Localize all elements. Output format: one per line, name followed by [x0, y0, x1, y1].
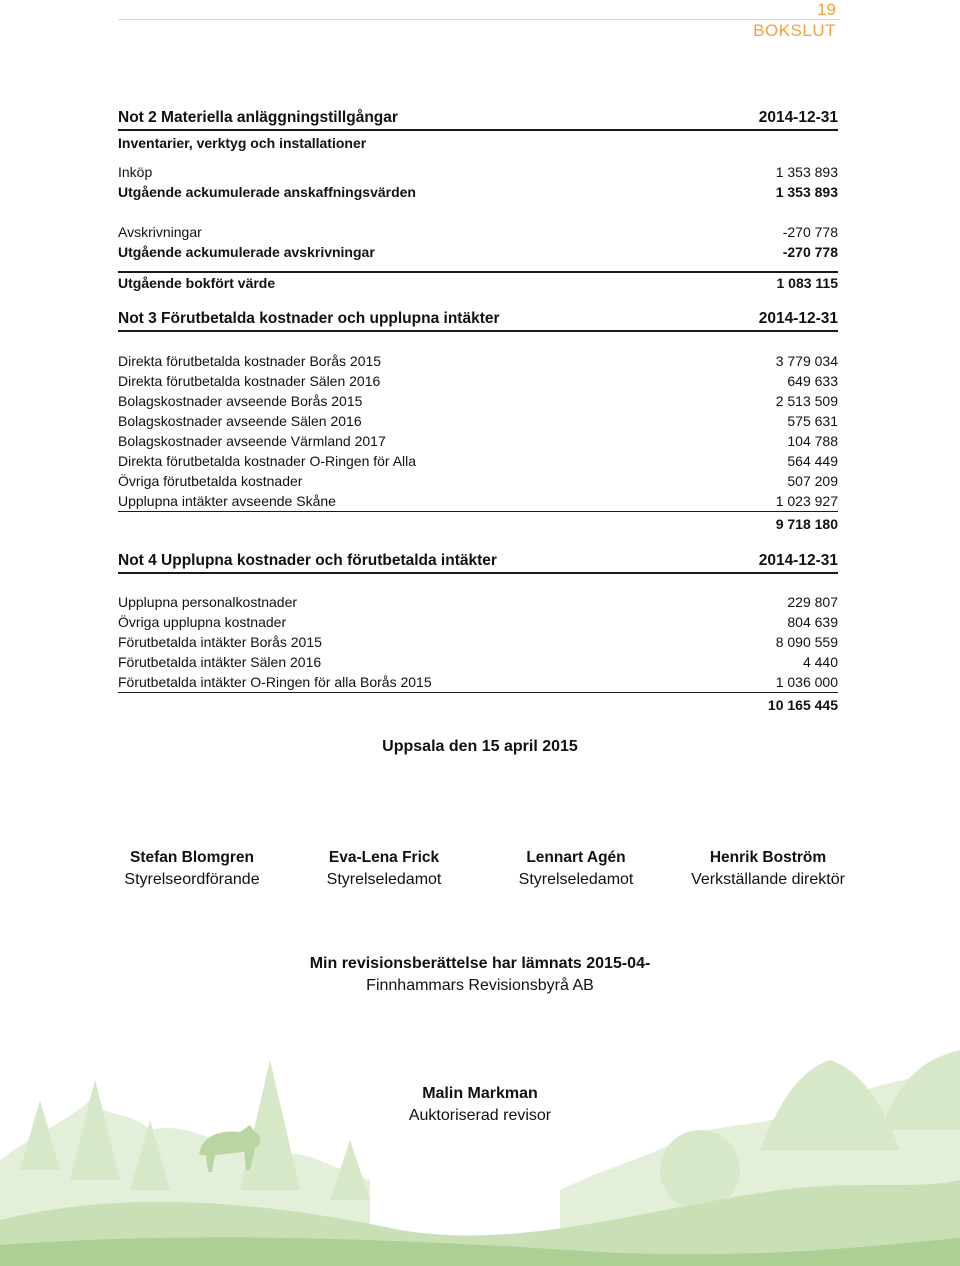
row-label: Upplupna intäkter avseende Skåne — [118, 493, 336, 509]
signatory-name: Henrik Boström — [709, 849, 827, 866]
signatory-name: Stefan Blomgren — [129, 849, 254, 866]
signatory-name: Lennart Agén — [526, 849, 626, 866]
header-divider — [118, 19, 840, 20]
not4-heading-rule — [118, 572, 838, 574]
not2-date: 2014-12-31 — [758, 109, 838, 126]
row-value: 649 633 — [787, 373, 838, 389]
row-label: Övriga upplupna kostnader — [118, 614, 287, 630]
not2-heading-rule — [118, 129, 838, 131]
row-value: -270 778 — [782, 224, 838, 240]
not3-list — [118, 351, 838, 511]
row-label: Inköp — [118, 164, 153, 180]
row-label: Utgående ackumulerade anskaffningsvärden — [118, 184, 416, 200]
audit-firm: Finnhammars Revisionsbyrå AB — [366, 977, 594, 994]
not4-heading — [118, 550, 838, 572]
row-value: 1 083 115 — [776, 275, 838, 291]
list-item — [118, 672, 838, 692]
list-item — [118, 351, 838, 371]
signatory-title: Styrelseordförande — [124, 871, 260, 888]
row-label: Bolagskostnader avseende Värmland 2017 — [118, 433, 386, 449]
audit-statement — [0, 953, 960, 997]
row-label: Direkta förutbetalda kostnader O-Ringen för Alla — [118, 453, 417, 469]
auditor-title: Auktoriserad revisor — [408, 1107, 552, 1124]
place-date — [0, 738, 960, 756]
not2-inkop-row — [118, 162, 838, 182]
financial-notes — [118, 107, 838, 715]
row-value: 804 639 — [787, 614, 838, 630]
row-label: Övriga förutbetalda kostnader — [118, 473, 303, 489]
row-label: Förutbetalda intäkter O-Ringen för alla Borås 2015 — [118, 674, 432, 690]
row-value: 229 807 — [787, 594, 838, 610]
audit-statement-text: Min revisionsberättelse har lämnats 2015-04- — [309, 955, 651, 972]
list-item — [118, 632, 838, 652]
not4-list — [118, 592, 838, 692]
list-item — [118, 391, 838, 411]
not3-sum-rule — [118, 511, 838, 512]
row-label: Utgående ackumulerade avskrivningar — [118, 244, 375, 260]
list-item — [118, 371, 838, 391]
not4-date: 2014-12-31 — [758, 552, 838, 569]
not2-heading — [118, 107, 838, 129]
row-label: Bolagskostnader avseende Borås 2015 — [118, 393, 363, 409]
not2-utg-avskr-row — [118, 242, 838, 262]
list-item — [118, 612, 838, 632]
not3-total-row — [118, 514, 838, 534]
row-label: Direkta förutbetalda kostnader Sälen 2016 — [118, 373, 381, 389]
not3-heading-rule — [118, 330, 838, 332]
row-value: -270 778 — [782, 244, 838, 260]
not2-utg-ansk-row — [118, 182, 838, 202]
row-value: 1 036 000 — [775, 674, 838, 690]
not3-date: 2014-12-31 — [758, 310, 838, 327]
row-value: 1 023 927 — [775, 493, 838, 509]
row-value: 1 353 893 — [775, 184, 838, 200]
row-label: Förutbetalda intäkter Sälen 2016 — [118, 654, 322, 670]
list-item — [118, 491, 838, 511]
list-item — [118, 431, 838, 451]
signatory — [480, 847, 672, 891]
row-label: Förutbetalda intäkter Borås 2015 — [118, 634, 322, 650]
row-label: Bolagskostnader avseende Sälen 2016 — [118, 413, 362, 429]
row-value: 2 513 509 — [775, 393, 838, 409]
not2-subtitle-row — [118, 133, 838, 153]
signatory — [672, 847, 864, 891]
signatory — [96, 847, 288, 891]
not2-bokfort-row — [118, 273, 838, 293]
place-date-text: Uppsala den 15 april 2015 — [382, 738, 578, 755]
not2-title: Not 2 Materiella anläggningstillgångar — [118, 109, 398, 126]
signatories — [96, 847, 864, 891]
signatory-title: Styrelseledamot — [326, 871, 442, 888]
row-label: Utgående bokfört värde — [118, 275, 276, 291]
section-title: BOKSLUT — [753, 21, 836, 40]
row-value: 575 631 — [787, 413, 838, 429]
auditor-name: Malin Markman — [422, 1085, 538, 1102]
list-item — [118, 652, 838, 672]
signatory-name: Eva-Lena Frick — [328, 849, 440, 866]
not4-total: 10 165 445 — [767, 697, 838, 713]
not3-title: Not 3 Förutbetalda kostnader och upplupna intäkter — [118, 310, 500, 327]
not3-total: 9 718 180 — [775, 516, 838, 532]
not2-subtitle: Inventarier, verktyg och installationer — [118, 135, 367, 151]
signatory — [288, 847, 480, 891]
row-value: 507 209 — [787, 473, 838, 489]
list-item — [118, 592, 838, 612]
list-item — [118, 471, 838, 491]
row-label: Avskrivningar — [118, 224, 202, 240]
forest-landscape-illustration — [0, 1040, 960, 1266]
row-value: 4 440 — [802, 654, 838, 670]
not4-sum-rule — [118, 692, 838, 693]
auditor-block — [0, 1083, 960, 1127]
list-item — [118, 451, 838, 471]
row-value: 1 353 893 — [775, 164, 838, 180]
row-value: 564 449 — [787, 453, 838, 469]
signatory-title: Styrelseledamot — [518, 871, 634, 888]
not3-heading — [118, 308, 838, 330]
list-item — [118, 411, 838, 431]
row-label: Direkta förutbetalda kostnader Borås 2015 — [118, 353, 382, 369]
not4-total-row — [118, 695, 838, 715]
page-number: 19 — [817, 0, 836, 19]
not2-avskr-row — [118, 222, 838, 242]
row-value: 8 090 559 — [775, 634, 838, 650]
row-label: Upplupna personalkostnader — [118, 594, 298, 610]
row-value: 104 788 — [787, 433, 838, 449]
not4-title: Not 4 Upplupna kostnader och förutbetalda intäkter — [118, 552, 497, 569]
signatory-title: Verkställande direktör — [691, 871, 845, 888]
row-value: 3 779 034 — [775, 353, 838, 369]
